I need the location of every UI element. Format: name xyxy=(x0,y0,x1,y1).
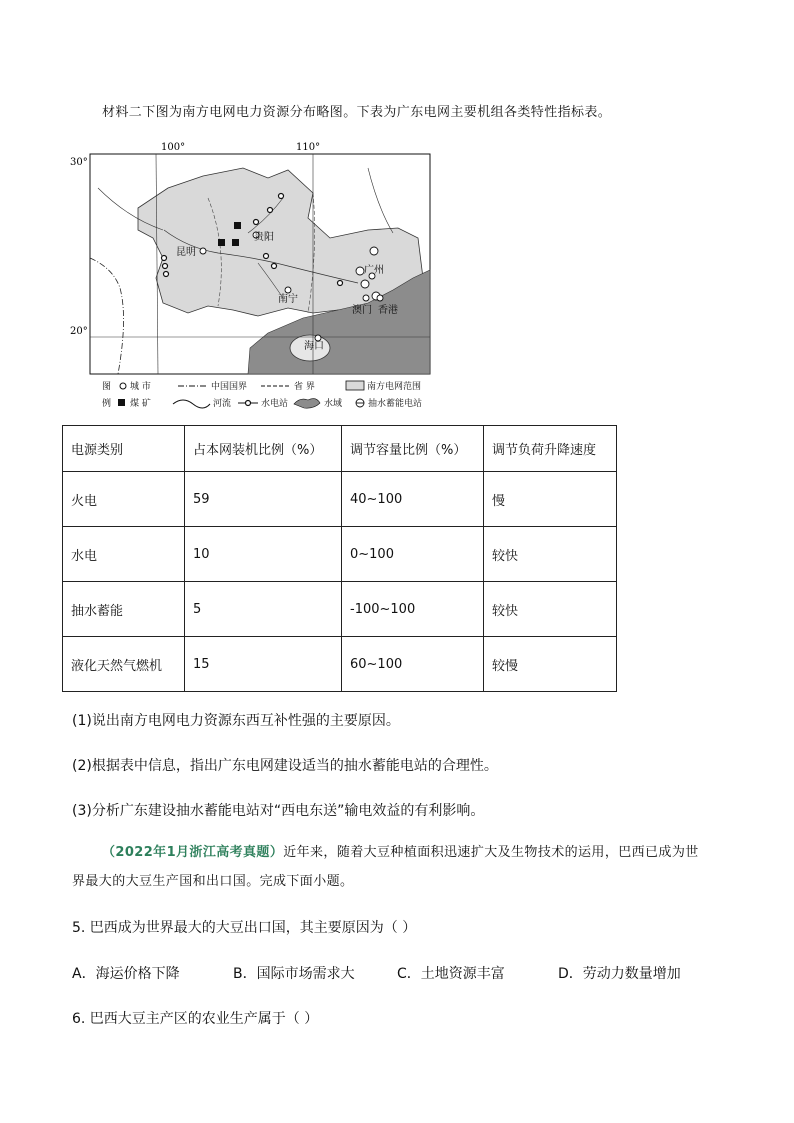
table-cell: -100~100 xyxy=(342,582,484,637)
map-legend xyxy=(102,380,422,409)
legend-water-icon xyxy=(294,399,320,409)
power-source-table xyxy=(62,425,617,692)
legend-river-icon xyxy=(173,400,210,408)
table-cell: 60~100 xyxy=(342,637,484,692)
legend-province-border-label: 省 界 xyxy=(294,382,315,392)
table-cell: 水电 xyxy=(63,527,185,582)
city-marker-nanning xyxy=(285,287,291,293)
material-intro: 材料二下图为南方电网电力资源分布略图。下表为广东电网主要机组各类特性指标表。 xyxy=(102,105,612,120)
table-cell: 0~100 xyxy=(342,527,484,582)
city-label-hongkong: 香港 xyxy=(378,305,398,316)
legend-pumped-storage-label: 抽水蓄能电站 xyxy=(368,399,423,409)
table-cell: 较快 xyxy=(484,582,617,637)
table-header-cell: 调节容量比例（%） xyxy=(342,426,484,472)
legend-hydro-station-label: 水电站 xyxy=(261,399,289,409)
table-cell: 40~100 xyxy=(342,472,484,527)
table-header-row xyxy=(63,426,617,472)
question-5-option-a: A．海运价格下降 xyxy=(72,966,180,982)
coal-mine-marker xyxy=(234,222,241,229)
table-row xyxy=(63,637,617,692)
city-label-nanning: 南宁 xyxy=(278,294,298,305)
question-5-option-b: B．国际市场需求大 xyxy=(233,966,355,982)
legend-city-icon xyxy=(120,383,126,389)
legend-river-label: 河流 xyxy=(213,399,232,409)
coal-mine-marker xyxy=(218,239,225,246)
table-header-cell: 调节负荷升降速度 xyxy=(484,426,617,472)
city-label-haikou: 海口 xyxy=(304,341,324,352)
legend-coal-mine-icon xyxy=(118,399,125,406)
city-label-kunming: 昆明 xyxy=(176,247,196,258)
table-cell: 慢 xyxy=(484,472,617,527)
question-6: 6. 巴西大豆主产区的农业生产属于（ ） xyxy=(72,1011,319,1027)
table-cell: 59 xyxy=(185,472,342,527)
table-cell: 火电 xyxy=(63,472,185,527)
legend-national-border-label: 中国国界 xyxy=(211,382,248,392)
table-cell: 较慢 xyxy=(484,637,617,692)
legend-water-label: 水域 xyxy=(324,399,343,409)
legend-grid-region-label: 南方电网范围 xyxy=(367,382,422,392)
power-grid-map xyxy=(68,138,438,416)
lon-label-100: 100° xyxy=(161,142,186,153)
table-cell: 较快 xyxy=(484,527,617,582)
legend-grid-region-icon xyxy=(346,381,364,390)
table-cell: 15 xyxy=(185,637,342,692)
question-2: (2)根据表中信息，指出广东电网建设适当的抽水蓄能电站的合理性。 xyxy=(72,758,498,774)
table-row xyxy=(63,527,617,582)
question-5-option-c: C．土地资源丰富 xyxy=(397,966,505,982)
city-label-guiyang: 贵阳 xyxy=(254,232,274,243)
city-marker-kunming xyxy=(200,248,206,254)
question-5-option-d: D．劳动力数量增加 xyxy=(558,966,681,982)
table-cell: 10 xyxy=(185,527,342,582)
table-cell: 液化天然气燃机 xyxy=(63,637,185,692)
lat-label-30: 30° xyxy=(70,157,88,168)
city-label-macau: 澳门 xyxy=(352,305,372,316)
lon-label-110: 110° xyxy=(296,142,321,153)
table-cell: 抽水蓄能 xyxy=(63,582,185,637)
table-cell: 5 xyxy=(185,582,342,637)
table-header-cell: 电源类别 xyxy=(63,426,185,472)
lat-label-20: 20° xyxy=(70,326,88,337)
table-header-cell: 占本网装机比例（%） xyxy=(185,426,342,472)
legend-title-char: 例 xyxy=(102,399,112,409)
city-marker-macau xyxy=(363,295,369,301)
table-row xyxy=(63,582,617,637)
legend-title-char: 图 xyxy=(102,382,112,392)
city-marker-hongkong xyxy=(377,295,383,301)
exam-intro-text: 近年来，随着大豆种植面积迅速扩大及生物技术的运用，巴西已成为世 xyxy=(283,845,699,860)
exam-intro-line-2: 界最大的大豆生产国和出口国。完成下面小题。 xyxy=(72,874,354,889)
table-row xyxy=(63,472,617,527)
exam-intro-line-1 xyxy=(102,842,742,864)
legend-city-label: 城 市 xyxy=(130,382,151,392)
question-1: (1)说出南方电网电力资源东西互补性强的主要原因。 xyxy=(72,713,400,729)
question-3: (3)分析广东建设抽水蓄能电站对“西电东送”输电效益的有利影响。 xyxy=(72,803,485,819)
coal-mine-marker xyxy=(232,239,239,246)
exam-source-label: （2022年1月浙江高考真题） xyxy=(102,845,284,860)
question-5: 5. 巴西成为世界最大的大豆出口国，其主要原因为（ ） xyxy=(72,920,417,936)
legend-coal-mine-label: 煤 矿 xyxy=(130,399,151,409)
city-label-guangzhou: 广州 xyxy=(364,265,384,276)
